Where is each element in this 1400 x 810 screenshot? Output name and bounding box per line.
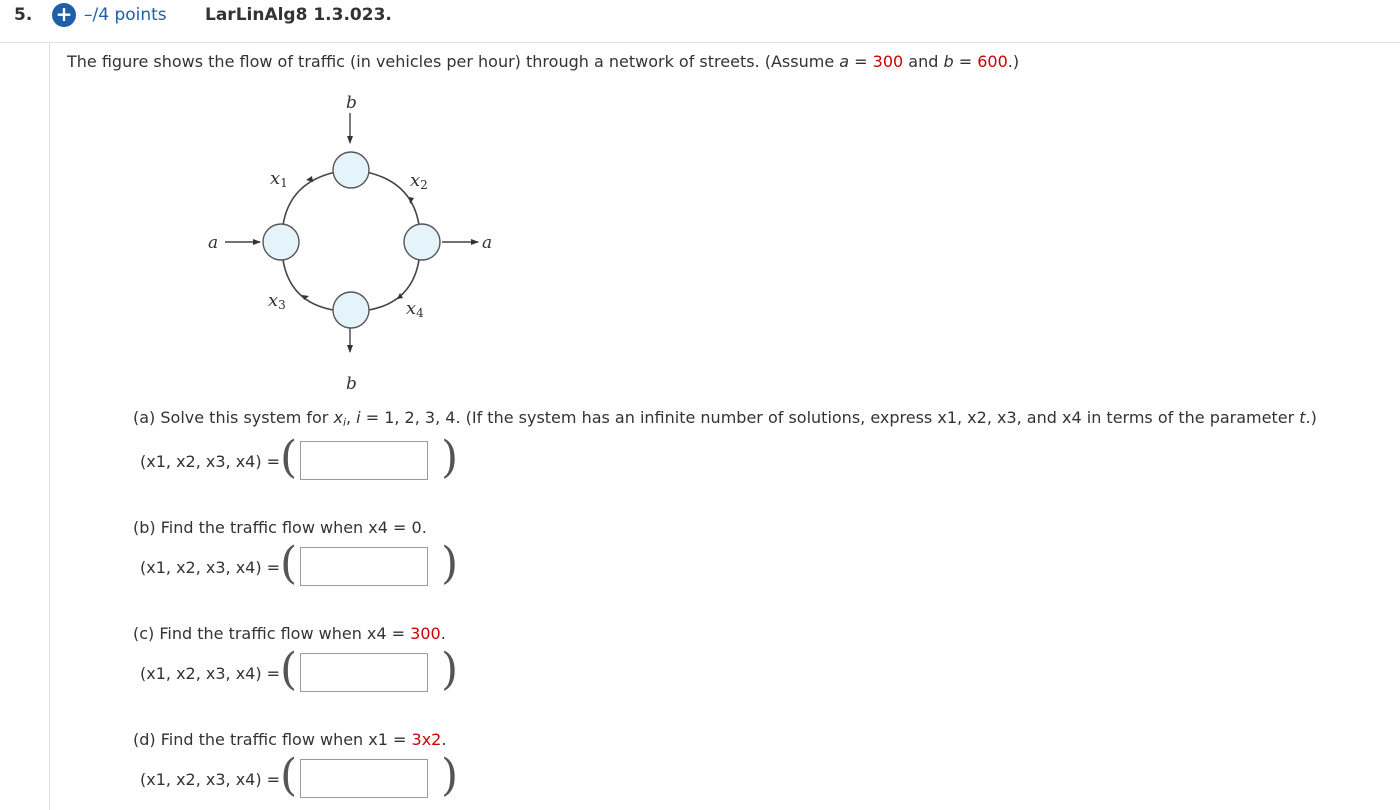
answer-label-d: (x1, x2, x3, x4) = [140,770,281,789]
question-header [0,0,1400,43]
equals-sign: = [849,52,873,71]
left-border [49,43,50,810]
answer-label-c: (x1, x2, x3, x4) = [140,664,281,683]
part-a-text: (a) Solve this system for [133,408,334,427]
b-value: 600 [977,52,1008,71]
t-var: t [1299,408,1306,427]
part-c-text: (c) Find the traffic flow when [133,624,367,643]
answer-input-c[interactable] [300,653,428,692]
label-x3: x3 [268,290,286,312]
label-a-right: a [482,233,493,253]
answer-label-b: (x1, x2, x3, x4) = [140,558,281,577]
left-paren: ( [280,644,298,695]
right-paren: ) [441,750,459,801]
node-bottom [333,292,369,328]
right-paren: ) [441,432,459,483]
label-x1: x1 [270,168,288,190]
equals-sign: = [953,52,978,71]
period: . [440,624,446,643]
node-right [404,224,440,260]
traffic-network-figure [190,88,520,398]
x4-var: x4 [368,518,388,537]
part-d-value: 3x2 [411,730,442,749]
points-label: –/4 points [84,5,167,25]
right-paren: ) [441,538,459,589]
label-x4: x4 [406,298,424,320]
a-variable: a [839,52,850,71]
part-b-prompt [133,518,427,537]
answer-input-d[interactable] [300,759,428,798]
equals-sign: = [386,624,411,643]
left-paren: ( [280,432,298,483]
part-a-end: .) [1305,408,1317,427]
question-number: 5. [14,5,33,25]
label-b-top: b [346,93,357,113]
x4-var: x4 [366,624,387,643]
part-b-eq: = 0. [387,518,427,537]
label-x2: x2 [410,170,428,192]
part-d-text: (d) Find the traffic flow when [133,730,369,749]
label-b-bottom: b [346,374,357,394]
answer-input-b[interactable] [300,547,428,586]
vars-list: x1, x2, x3, [937,408,1022,427]
node-left [263,224,299,260]
equals-sign: = [387,730,412,749]
xi-var: x [333,408,343,427]
arrow-x1 [306,176,313,182]
answer-input-a[interactable] [300,441,428,480]
intro-text: The figure shows the flow of traffic (in vehicles per hour) through a network of streets. (Assume [67,52,840,71]
and-text: and [1021,408,1062,427]
node-top [333,152,369,188]
x4-var: x4 [1062,408,1082,427]
plus-circle-icon[interactable]: + [52,3,76,27]
label-a-left: a [208,233,219,253]
right-paren: ) [441,644,459,695]
part-a-text-2: = 1, 2, 3, 4. (If the system has an infinite number of solutions, express [360,408,938,427]
a-value: 300 [872,52,904,71]
part-b-text: (b) Find the traffic flow when [133,518,369,537]
intro-end: .) [1007,52,1020,71]
comma: , [346,408,357,427]
street-x3 [283,260,333,310]
x1-var: x1 [368,730,388,749]
part-d-prompt [133,730,446,749]
part-c-value: 300 [410,624,441,643]
part-a-text-3: in terms of the parameter [1081,408,1300,427]
part-a-prompt [133,408,1317,429]
period: . [441,730,447,749]
problem-statement [67,52,1019,71]
and-text: and [903,52,944,71]
xi-sub: i [342,416,346,429]
left-paren: ( [280,750,298,801]
i-var: i [356,408,361,427]
b-variable: b [943,52,954,71]
left-paren: ( [280,538,298,589]
question-id: LarLinAlg8 1.3.023. [205,5,392,25]
answer-label-a: (x1, x2, x3, x4) = [140,452,281,471]
part-c-prompt [133,624,446,643]
